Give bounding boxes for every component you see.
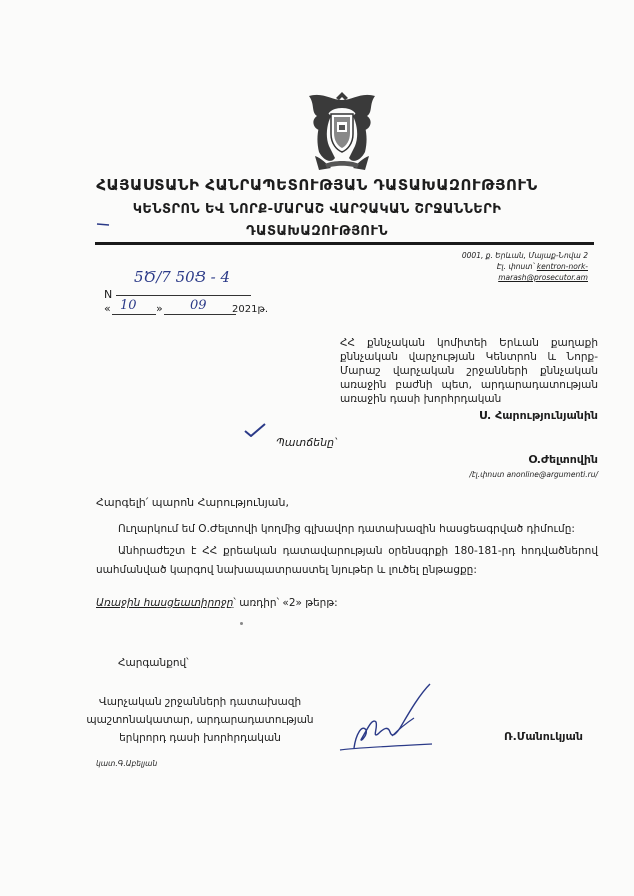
coat-of-arms-emblem [301, 86, 383, 172]
applicant-name: Օ.Ժելտովին [528, 453, 598, 466]
ref-number-line [116, 295, 251, 296]
body-paragraph-2: Անհրաժեշտ է ՀՀ քրեական դատավարության օրենսգրքի 180-181-րդ հոդվածներով սահմանված կարգով նախապատրաստել նյութեր և լուծել ընթացքը: [96, 545, 598, 576]
recipient-name: Ս. Հարությունյանին [479, 409, 598, 422]
org-title-line3: ԴԱՏԱԽԱԶՈՒԹՅՈՒՆ [246, 224, 388, 239]
org-title-line1: ՀԱՅԱՍՏԱՆԻ ՀԱՆՐԱՊԵՏՈՒԹՅԱՆ ԴԱՏԱԽԱԶՈՒԹՅՈՒՆ [96, 176, 538, 194]
address-email [408, 261, 588, 272]
ref-day-line [112, 314, 156, 315]
signatory-name: Ռ.Մանուկյան [504, 730, 583, 743]
body-paragraph-1: Ուղարկում եմ Օ.Ժելտովի կողմից գլխավոր դատախազին հասցեագրված դիմումը: [118, 523, 575, 535]
quote-open: « [104, 302, 111, 315]
attachment-line [96, 597, 338, 609]
ref-month: 09 [190, 298, 207, 313]
speck [240, 622, 243, 625]
address-line: 0001, ք. Երևան, Մայաք-Նովա 2 [461, 251, 588, 260]
signatory-title [80, 693, 320, 747]
attachment-label: Առաջին հասցեատիրոջը [96, 597, 234, 609]
closing-respect: Հարգանքով՝ [118, 657, 189, 669]
signatory-title-line1: Վարչական շրջանների դատախազի [98, 696, 302, 708]
ref-year: 2021թ. [232, 304, 269, 315]
executor-note: կատ.Գ.Աբելյան [96, 759, 158, 768]
header-rule [95, 242, 594, 245]
recipient-text: ՀՀ քննչական կոմիտեի Երևան քաղաքի քննչական վարչության Կենտրոն և Նորք-Մարաշ վարչական շրջանների քննչական առաջին բաժնի պետ, արդարադատության առաջին դասի խորհրդական [340, 337, 598, 405]
copy-label: Պատճենը՝ [276, 436, 337, 449]
handwritten-signature [332, 678, 442, 758]
applicant-email: /էլ.փոստ anonline@argumenti.ru/ [469, 470, 598, 479]
ref-number: 5Ծ/7 50Ց - 4 [134, 268, 231, 286]
email-label: Էլ. փոստ՝ [496, 262, 535, 271]
quote-close: » [156, 302, 163, 315]
ref-n-label: N [104, 288, 113, 301]
ref-month-line [164, 314, 236, 315]
attachment-rest: ՝ առդիր՝ «2» թերթ: [233, 597, 338, 609]
email-part2: marash@prosecutor.am [498, 273, 588, 282]
pen-mark-icon [96, 222, 110, 226]
signatory-title-line3: երկրորդ դասի խորհրդական [119, 732, 281, 744]
email-part1: kentron-nork- [536, 262, 588, 271]
org-title-line2: ԿԵՆՏՐՈՆ ԵՎ ՆՈՐՔ-ՄԱՐԱՇ ՎԱՐՉԱԿԱՆ ՇՐՋԱՆՆԵՐԻ [132, 202, 502, 217]
reference-block [104, 266, 344, 326]
signatory-title-line2: պաշտոնակատար, արդարադատության [86, 714, 314, 726]
checkmark-icon [244, 423, 266, 437]
salutation: Հարգելի՛ պարոն Հարությունյան, [96, 496, 289, 509]
ref-day: 10 [120, 298, 137, 313]
org-address [408, 250, 588, 283]
